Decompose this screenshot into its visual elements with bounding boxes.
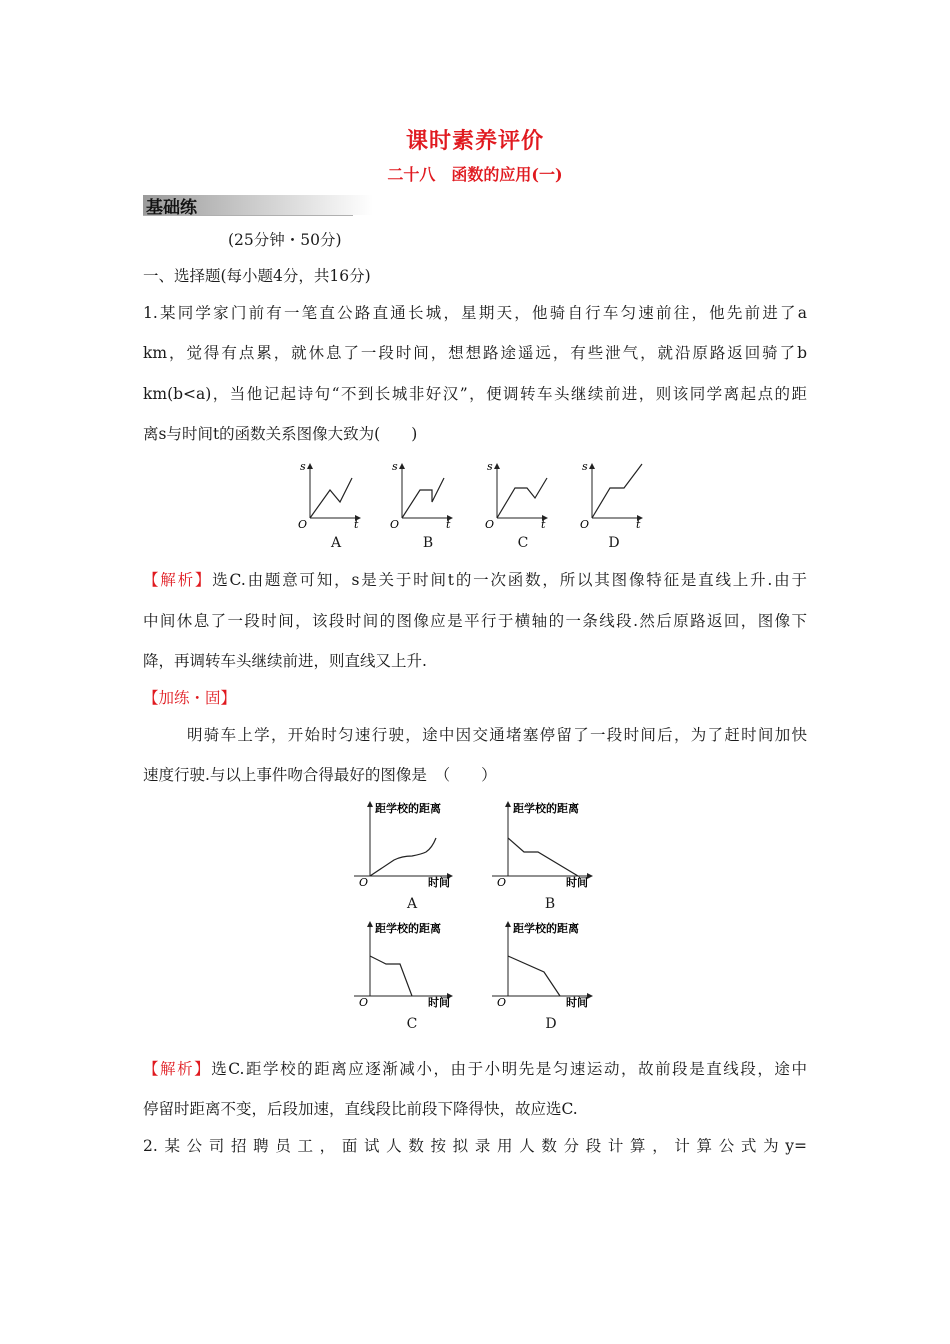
section-banner: [143, 192, 373, 216]
time-score: (25分钟・50分): [228, 231, 342, 249]
a2-line-2: 停留时距离不变，后段加速，直线段比前段下降得快，故应选C.: [143, 1100, 578, 1118]
part-one-heading: 一、选择题(每小题4分，共16分): [143, 267, 371, 285]
a1-line-1: [143, 570, 807, 590]
q1-line-3: km(b<a)，当他记起诗句“不到长城非好汉”，便调转车头继续前进，则该同学离起点的距: [143, 385, 807, 403]
q1-option-d-label: D: [608, 535, 620, 551]
q1-graph-d-curve: [592, 464, 642, 518]
q1-line-1: 1.某同学家门前有一笔直公路直通长城，星期天，他骑自行车匀速前往，他先前进了a: [143, 304, 807, 322]
extra-graph-c-origin: O: [359, 996, 369, 1009]
q1-graph-d-axis-y: s: [582, 460, 588, 473]
q1-graph-c: [485, 460, 547, 531]
extra-graph-d-axis-x: 时间: [566, 996, 588, 1009]
page-title: 课时素养评价: [405, 128, 544, 154]
a2-tag: 【解析】: [143, 1060, 212, 1078]
section-label: 基础练: [146, 198, 197, 218]
q1-option-b-label: B: [422, 535, 434, 551]
q1-figure: [290, 458, 660, 538]
q1-graph-b-axis-x: t: [446, 518, 451, 531]
extra-graph-d-curve: [508, 956, 560, 996]
extra-graph-a-curve: [370, 838, 436, 876]
extra-graph-a-axis-x: 时间: [428, 876, 450, 889]
q1-line-4: 离s与时间t的函数关系图像大致为( ): [143, 425, 418, 443]
q1-graph-b: [390, 460, 452, 531]
q1-graph-a-origin: O: [298, 518, 308, 531]
q1-graph-d-axis-x: t: [636, 518, 641, 531]
q1-graph-b-curve: [402, 478, 444, 518]
extra-graph-b-origin: O: [497, 876, 507, 889]
a1-line-3: 降，再调转车头继续前进，则直线又上升.: [143, 652, 427, 670]
extra-line-2: 速度行驶.与以上事件吻合得最好的图像是 （ ）: [143, 766, 497, 784]
page-subtitle: 二十八 函数的应用(一): [387, 165, 563, 184]
q1-graph-b-axis-y: s: [392, 460, 398, 473]
q1-graph-a-axis-x: t: [354, 518, 359, 531]
q1-graph-d-origin: O: [580, 518, 590, 531]
extra-graph-b-axis-x: 时间: [566, 876, 588, 889]
extra-option-b-label: B: [544, 896, 556, 912]
extra-graph-d: [492, 921, 592, 1009]
a2-line-1: [143, 1059, 807, 1079]
q1-graph-a-curve: [310, 478, 352, 518]
extra-graph-d-axis-y: 距学校的距离: [513, 922, 579, 935]
extra-graph-d-origin: O: [497, 996, 507, 1009]
extra-option-d-label: D: [545, 1016, 557, 1032]
q1-graph-b-origin: O: [390, 518, 400, 531]
a1-tag: 【解析】: [143, 571, 213, 589]
extra-option-c-label: C: [406, 1016, 418, 1032]
a1-text-1: 选C.由题意可知，s是关于时间t的一次函数，所以其图像特征是直线上升.由于: [212, 571, 807, 589]
q1-graph-c-curve: [497, 478, 547, 518]
extra-graph-c-axis-y: 距学校的距离: [375, 922, 441, 935]
extra-graph-a: [354, 801, 452, 889]
q1-option-a-label: A: [330, 535, 342, 551]
a2-text-1: 选C.距学校的距离应逐渐减小，由于小明先是匀速运动，故前段是直线段，途中: [211, 1060, 807, 1078]
q1-option-c-label: C: [517, 535, 529, 551]
q2-line-1: 2.某公司招聘员工，面试人数按拟录用人数分段计算，计算公式为y=: [143, 1137, 807, 1155]
q1-graph-a: [298, 460, 360, 531]
extra-line-1: 明骑车上学，开始时匀速行驶，途中因交通堵塞停留了一段时间后，为了赶时间加快: [187, 726, 807, 744]
extra-graph-a-origin: O: [359, 876, 369, 889]
extra-graph-c: [354, 921, 452, 1009]
q1-graph-c-origin: O: [485, 518, 495, 531]
q1-graph-d: [580, 460, 642, 531]
extra-graph-a-axis-y: 距学校的距离: [375, 802, 441, 815]
extra-graph-c-curve: [370, 956, 412, 996]
q1-graph-c-axis-x: t: [541, 518, 546, 531]
q1-graph-a-axis-y: s: [300, 460, 306, 473]
extra-graph-b-axis-y: 距学校的距离: [513, 802, 579, 815]
extra-graph-b: [492, 801, 592, 889]
extra-option-a-label: A: [406, 896, 418, 912]
q1-line-2: km，觉得有点累，就休息了一段时间，想想路途遥远，有些泄气，就沿原路返回骑了b: [143, 344, 807, 362]
extra-graph-b-curve: [508, 838, 578, 876]
extra-figure: [350, 798, 610, 1018]
extra-tag: 【加练・固】: [143, 689, 237, 707]
extra-graph-c-axis-x: 时间: [428, 996, 450, 1009]
a1-line-2: 中间休息了一段时间，该段时间的图像应是平行于横轴的一条线段.然后原路返回，图像下: [143, 612, 807, 630]
q1-graph-c-axis-y: s: [487, 460, 493, 473]
